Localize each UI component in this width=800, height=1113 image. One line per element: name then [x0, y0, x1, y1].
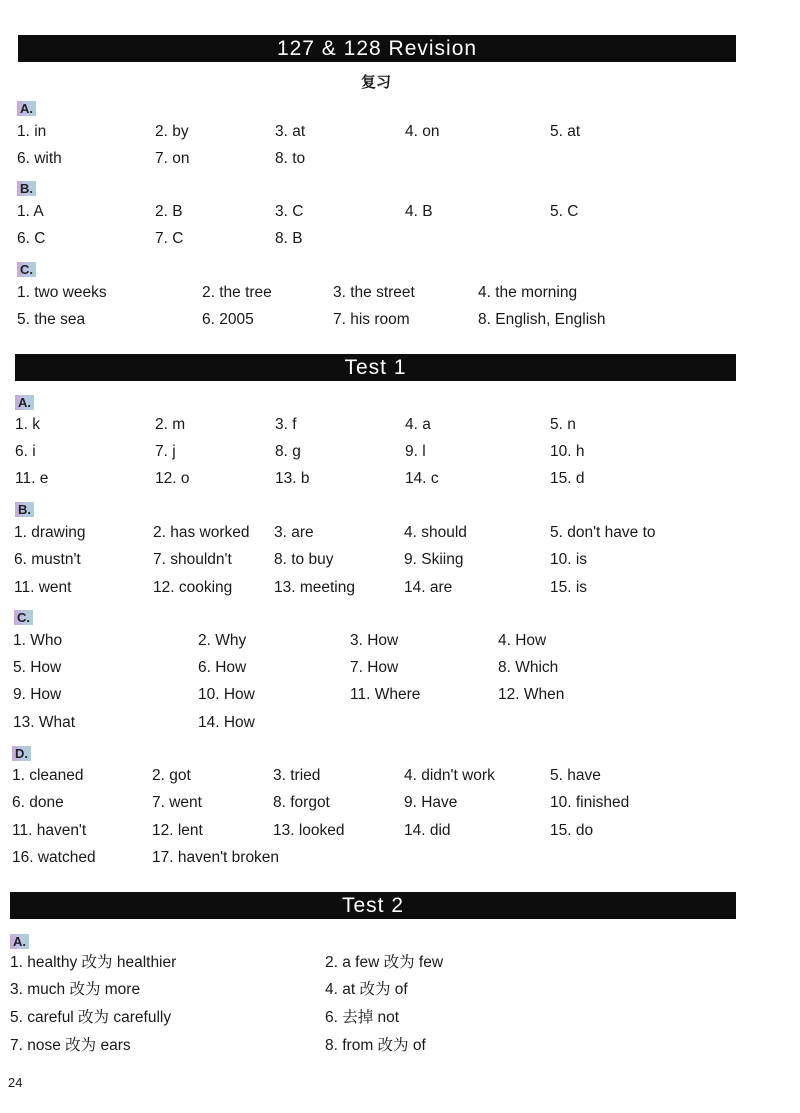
answer-item: 6. done [12, 794, 64, 811]
answer-item: 8. to buy [274, 551, 334, 568]
answer-item: 11. e [15, 470, 49, 487]
section-title-revision: 127 & 128 Revision [18, 35, 736, 62]
answer-item: 14. c [405, 470, 439, 487]
answer-item: 2. Why [198, 632, 247, 649]
answer-item: 4. on [405, 123, 440, 140]
answer-row [0, 550, 800, 570]
part-label-d: D. [12, 746, 31, 761]
answer-row [0, 631, 800, 651]
part-label-a: A. [10, 934, 29, 949]
answer-item: 3. the street [333, 284, 415, 301]
answer-item: 12. lent [152, 822, 203, 839]
answer-row [0, 953, 800, 973]
answer-item: 15. do [550, 822, 594, 839]
answer-item: 5. C [550, 203, 579, 220]
answer-item: 7. C [155, 230, 184, 247]
answer-item: 3. How [350, 632, 399, 649]
answer-row [0, 122, 800, 142]
answer-item: 11. went [14, 579, 72, 596]
answer-row [0, 821, 800, 841]
answer-item: 8. B [275, 230, 303, 247]
answer-item: 5. careful 改为 carefully [10, 1009, 172, 1026]
answer-item: 10. How [198, 686, 255, 703]
answer-item: 5. at [550, 123, 581, 140]
answer-item: 10. finished [550, 794, 630, 811]
answer-item: 7. went [152, 794, 202, 811]
part-label-a: A. [15, 395, 34, 410]
answer-row [0, 713, 800, 733]
answer-item: 6. with [17, 150, 62, 167]
answer-item: 8. Which [498, 659, 559, 676]
answer-item: 15. is [550, 579, 588, 596]
answer-item: 6. 去掉 not [325, 1009, 400, 1026]
answer-item: 3. f [275, 416, 297, 433]
answer-item: 6. 2005 [202, 311, 254, 328]
answer-item: 8. forgot [273, 794, 330, 811]
answer-row [0, 229, 800, 249]
answer-item: 9. Skiing [404, 551, 464, 568]
answer-row [0, 442, 800, 462]
answer-item: 3. are [274, 524, 314, 541]
answer-item: 12. o [155, 470, 190, 487]
part-label-a: A. [17, 101, 36, 116]
answer-item: 6. mustn't [14, 551, 81, 568]
answer-item: 1. drawing [14, 524, 86, 541]
answer-item: 4. the morning [478, 284, 578, 301]
answer-item: 1. healthy 改为 healthier [10, 954, 177, 971]
answer-item: 6. i [15, 443, 36, 460]
answer-item: 2. m [155, 416, 186, 433]
answer-item: 2. by [155, 123, 189, 140]
answer-item: 7. j [155, 443, 176, 460]
answer-row [0, 1036, 800, 1056]
answer-row [0, 149, 800, 169]
answer-item: 9. How [13, 686, 62, 703]
answer-item: 1. cleaned [12, 767, 84, 784]
answer-row [0, 310, 800, 330]
answer-item: 7. shouldn't [153, 551, 232, 568]
answer-item: 10. is [550, 551, 588, 568]
answer-item: 7. nose 改为 ears [10, 1037, 131, 1054]
answer-row [0, 685, 800, 705]
answer-item: 7. on [155, 150, 190, 167]
answer-item: 10. h [550, 443, 585, 460]
answer-item: 14. How [198, 714, 255, 731]
answer-item: 2. got [152, 767, 191, 784]
answer-item: 11. Where [350, 686, 421, 703]
answer-item: 2. B [155, 203, 183, 220]
answer-item: 2. has worked [153, 524, 250, 541]
answer-item: 8. to [275, 150, 306, 167]
answer-row [0, 578, 800, 598]
answer-item: 4. a [405, 416, 431, 433]
answer-item: 13. meeting [274, 579, 355, 596]
answer-item: 12. When [498, 686, 565, 703]
answer-item: 4. didn't work [404, 767, 495, 784]
part-label-b: B. [15, 502, 34, 517]
answer-item: 5. have [550, 767, 601, 784]
answer-item: 3. tried [273, 767, 321, 784]
answer-item: 14. did [404, 822, 451, 839]
answer-item: 1. Who [13, 632, 63, 649]
answer-row [0, 793, 800, 813]
answer-item: 17. haven't broken [152, 849, 280, 866]
answer-item: 15. d [550, 470, 585, 487]
part-label-c: C. [17, 262, 36, 277]
answer-item: 8. English, English [478, 311, 606, 328]
answer-item: 7. his room [333, 311, 410, 328]
answer-item: 3. C [275, 203, 304, 220]
answer-item: 3. at [275, 123, 306, 140]
answer-row [0, 469, 800, 489]
section-subtitle: 复习 [360, 73, 391, 91]
answer-item: 8. from 改为 of [325, 1037, 426, 1054]
section-title-test1: Test 1 [15, 354, 736, 381]
part-label-c: C. [14, 610, 33, 625]
answer-item: 5. n [550, 416, 576, 433]
answer-item: 6. How [198, 659, 247, 676]
answer-item: 1. A [17, 203, 44, 220]
section-title-test2: Test 2 [10, 892, 736, 919]
page-number: 24 [8, 1075, 23, 1090]
answer-item: 16. watched [12, 849, 96, 866]
answer-row [0, 980, 800, 1000]
answer-item: 4. should [404, 524, 467, 541]
answer-row [0, 848, 800, 868]
answer-item: 9. l [405, 443, 426, 460]
answer-item: 12. cooking [153, 579, 233, 596]
answer-item: 1. k [15, 416, 40, 433]
answer-item: 1. in [17, 123, 47, 140]
answer-item: 4. at 改为 of [325, 981, 408, 998]
answer-row [0, 766, 800, 786]
answer-row [0, 658, 800, 678]
answer-item: 1. two weeks [17, 284, 107, 301]
part-label-b: B. [17, 181, 36, 196]
answer-item: 9. Have [404, 794, 458, 811]
answer-row [0, 1008, 800, 1028]
answer-item: 13. b [275, 470, 310, 487]
answer-item: 2. a few 改为 few [325, 954, 444, 971]
answer-item: 6. C [17, 230, 46, 247]
answer-row [0, 523, 800, 543]
answer-item: 13. looked [273, 822, 345, 839]
answer-item: 5. don't have to [550, 524, 656, 541]
answer-item: 8. g [275, 443, 301, 460]
answer-row [0, 415, 800, 435]
answer-item: 5. How [13, 659, 62, 676]
answer-item: 11. haven't [12, 822, 87, 839]
answer-item: 2. the tree [202, 284, 272, 301]
answer-item: 3. much 改为 more [10, 981, 141, 998]
answer-item: 5. the sea [17, 311, 86, 328]
answer-row [0, 202, 800, 222]
answer-item: 7. How [350, 659, 399, 676]
answer-item: 14. are [404, 579, 453, 596]
answer-item: 13. What [13, 714, 76, 731]
answer-item: 4. How [498, 632, 547, 649]
answer-item: 4. B [405, 203, 433, 220]
answer-row [0, 283, 800, 303]
